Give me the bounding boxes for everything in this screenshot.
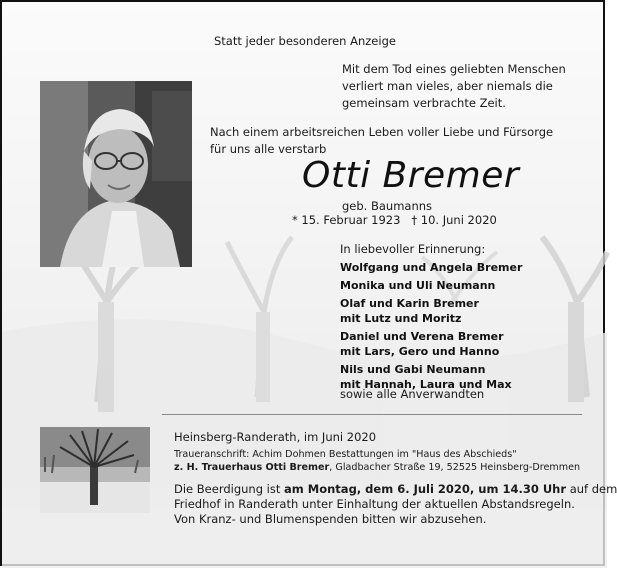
maiden-name: geb. Baumanns [342, 199, 433, 213]
quote-line: Mit dem Tod eines geliebten Menschen [342, 62, 566, 76]
funeral-info [174, 482, 617, 527]
funeral-text: auf dem [566, 482, 617, 496]
address-recipient: z. H. Trauerhaus Otti Bremer [174, 462, 330, 473]
divider [162, 414, 582, 415]
header-line: Statt jeder besonderen Anzeige [214, 34, 396, 48]
quote [342, 61, 566, 112]
deceased-name: Otti Bremer [302, 155, 520, 196]
mourning-address-line: Traueranschrift: Achim Dohmen Bestattungen im "Haus des Abschieds" [174, 449, 517, 460]
intro-line: für uns alle verstarb [210, 142, 327, 156]
mourners-list [340, 260, 522, 392]
place-date: Heinsberg-Randerath, im Juni 2020 [174, 430, 377, 444]
intro-text [210, 124, 553, 158]
mourner-family: Daniel und Verena Bremer mit Lars, Gero und Hanno [340, 330, 504, 358]
mourner-family: Nils und Gabi Neumann mit Hannah, Laura und Max [340, 363, 512, 391]
mourner-family: Monika und Uli Neumann [340, 279, 496, 292]
address-street: , Gladbacher Straße 19, 52525 Heinsberg-Dremmen [329, 462, 581, 473]
intro-line: Nach einem arbeitsreichen Leben voller Liebe und Fürsorge [210, 125, 554, 139]
mourner-family: Wolfgang und Angela Bremer [340, 261, 523, 274]
relatives-line: sowie alle Anverwandten [340, 387, 485, 401]
funeral-line: Friedhof in Randerath unter Einhaltung der aktuellen Abstandsregeln. [174, 497, 575, 511]
funeral-line: Von Kranz- und Blumenspenden bitten wir abzusehen. [174, 512, 487, 526]
mourner-family: Olaf und Karin Bremer mit Lutz und Moritz [340, 297, 479, 325]
life-dates: * 15. Februar 1923 † 10. Juni 2020 [292, 213, 497, 227]
portrait-photo [40, 81, 192, 267]
willow-tree-photo [40, 427, 150, 513]
mourning-address-line [174, 462, 580, 473]
funeral-date: am Montag, dem 6. Juli 2020, um 14.30 Uhr [284, 482, 567, 496]
quote-line: verliert man vieles, aber niemals die [342, 79, 553, 93]
memory-intro: In liebevoller Erinnerung: [340, 242, 486, 256]
quote-line: gemeinsam verbrachte Zeit. [342, 96, 506, 110]
funeral-line [174, 482, 617, 497]
funeral-text: Die Beerdigung ist [174, 482, 285, 496]
